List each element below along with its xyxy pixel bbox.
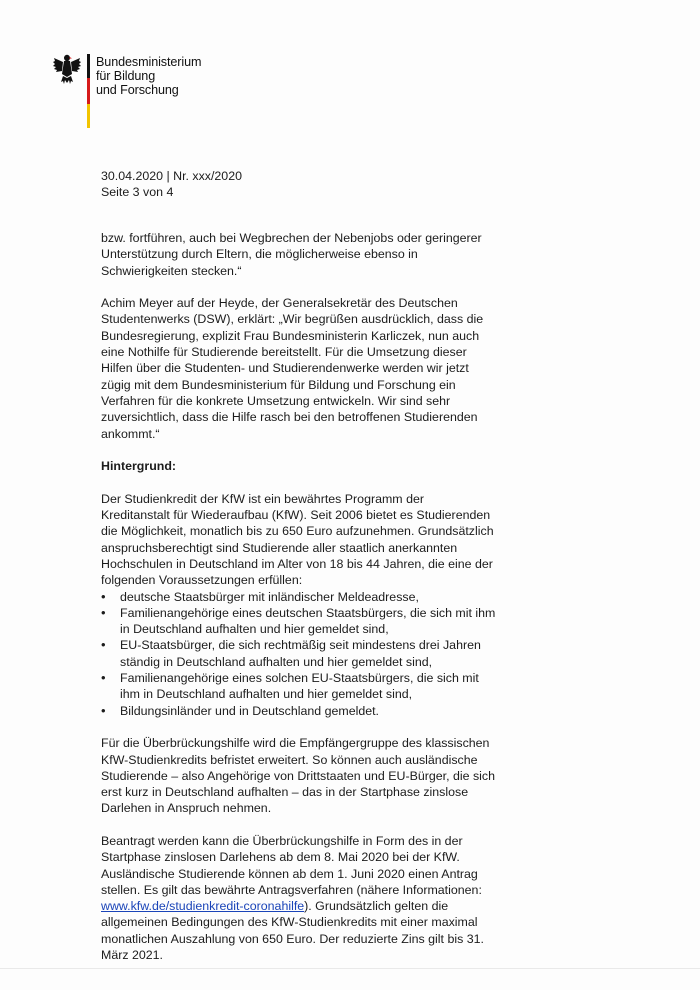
- scan-edge-divider: [0, 968, 700, 969]
- section-heading: Hintergrund:: [101, 459, 177, 474]
- federal-eagle-icon: [53, 52, 81, 86]
- list-item: • Bildungsinländer und in Deutschland gemeldet.: [101, 703, 496, 719]
- german-flag-bar: [87, 54, 90, 128]
- eligibility-list: [101, 589, 496, 719]
- paragraph-quote-dsw: Achim Meyer auf der Heyde, der Generalsekretär des Deutschen Studentenwerks (DSW), erklärt: „Wir begrüßen ausdrücklich, dass die Bundesregierung, explizit Frau Bundesministerin Karliczek, nun auch eine Nothilfe für Studierende bereitstellt. Für die Umsetzung dieser Hilfen über die Studenten- und Studierendenwerke werden wir jetzt zügig mit dem Bundesministerium für Bildung und Forschung ein Verfahren für die konkrete Umsetzung entwickeln. Wir sind sehr zuversichtlich, dass die Hilfe rasch bei den betroffenen Studierenden ankommt.“: [101, 296, 484, 441]
- document-meta: [101, 168, 242, 200]
- paragraph-continuation: bzw. fortführen, auch bei Wegbrechen der Nebenjobs oder geringerer Unterstützung durch Eltern, die möglicherweise ebenso in Schwierigkeiten stecken.“: [101, 231, 482, 278]
- ministry-line-2: für Bildung: [96, 69, 156, 83]
- ministry-logo-text: [96, 55, 201, 97]
- paragraph-background: Der Studienkredit der KfW ist ein bewährtes Programm der Kreditanstalt für Wiederaufbau (KfW). Seit 2006 bietet es Studierenden die Möglichkeit, monatlich bis zu 650 Euro aufzunehmen. Grundsätzlich anspruchsberechtigt sind Studierende aller staatlich anerkannten Hochschulen in Deutschland im Alter von 18 bis 44 Jahren, die eine der folgenden Voraussetzungen erfüllen:: [101, 491, 494, 588]
- paragraph-bridging-aid: Für die Überbrückungshilfe wird die Empfängergruppe des klassischen KfW-Studienkredits befristet erweitert. So können auch ausländische Studierende – also Angehörige von Drittstaaten und EU-Bürger, die sich erst kurz in Deutschland aufhalten – das in der Startphase zinslose Darlehen in Anspruch nehmen.: [101, 736, 495, 816]
- ministry-line-1: Bundesministerium: [96, 55, 202, 69]
- document-body: [101, 230, 496, 980]
- paragraph-application: [101, 833, 496, 963]
- list-item: • Familienangehörige eines deutschen Staatsbürgers, die sich mit ihm in Deutschland aufhalten und hier gemeldet sind,: [101, 605, 496, 638]
- list-item: • deutsche Staatsbürger mit inländischer Meldeadresse,: [101, 589, 496, 605]
- application-text: Beantragt werden kann die Überbrückungshilfe in Form des in der Startphase zinslosen Darlehens ab dem 8. Mai 2020 bei der KfW. Ausländische Studierende können ab dem 1. Juni 2020 einen Antrag stellen. Es gilt das bewährte Antragsverfahren (nähere Informationen:: [101, 833, 482, 897]
- kfw-link[interactable]: www.kfw.de/studienkredit-coronahilfe: [101, 899, 305, 914]
- list-item: • EU-Staatsbürger, die sich rechtmäßig seit mindestens drei Jahren ständig in Deutschland aufhalten und hier gemeldet sind,: [101, 637, 496, 670]
- ministry-line-3: und Forschung: [96, 83, 179, 97]
- application-text-end: ). Grundsätzlich gelten die allgemeinen Bedingungen des KfW-Studienkredits mit einer maximal monatlichen Auszahlung von 650 Euro. Der reduzierte Zins gilt bis 31. März 2021.: [101, 899, 484, 963]
- list-item: • Familienangehörige eines solchen EU-Staatsbürgers, die sich mit ihm in Deutschland aufhalten und hier gemeldet sind,: [101, 670, 496, 703]
- page-indicator: Seite 3 von 4: [101, 185, 174, 199]
- date-number: 30.04.2020 | Nr. xxx/2020: [101, 169, 242, 183]
